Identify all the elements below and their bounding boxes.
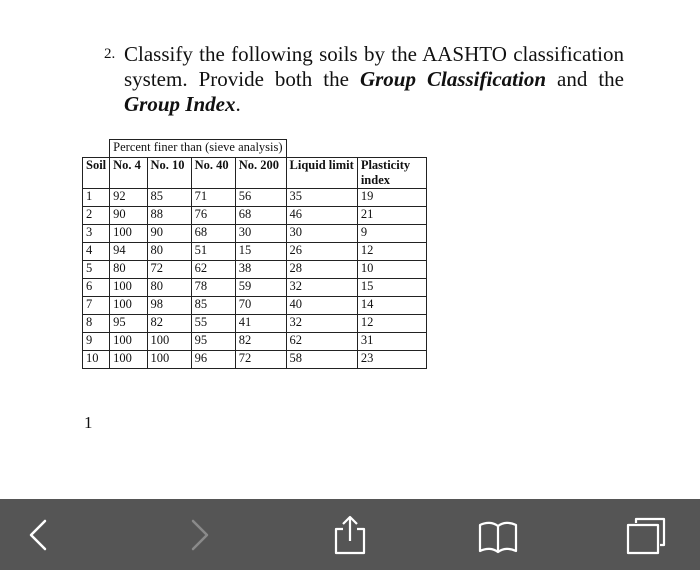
browser-toolbar xyxy=(0,499,700,570)
question-line-1: Classify the following soils by the AASHTO classification xyxy=(124,42,624,66)
col-header-liquid-limit: Liquid limit xyxy=(286,158,357,189)
cell-no10: 80 xyxy=(147,243,191,261)
cell-no10: 100 xyxy=(147,333,191,351)
cell-no40: 96 xyxy=(191,351,235,369)
cell-soil: 5 xyxy=(83,261,110,279)
cell-no200: 41 xyxy=(235,315,286,333)
cell-soil: 9 xyxy=(83,333,110,351)
cell-no200: 82 xyxy=(235,333,286,351)
sieve-analysis-header: Percent finer than (sieve analysis) xyxy=(110,140,286,158)
cell-no40: 51 xyxy=(191,243,235,261)
cell-no40: 85 xyxy=(191,297,235,315)
question-line-2-prefix: system. Provide both the xyxy=(124,67,349,91)
question-text xyxy=(104,42,624,117)
cell-plasticity-index: 14 xyxy=(357,297,426,315)
tabs-icon xyxy=(624,513,668,557)
chevron-left-icon xyxy=(18,513,62,557)
tabs-button[interactable] xyxy=(624,513,668,557)
cell-no4: 100 xyxy=(110,279,147,297)
cell-soil: 7 xyxy=(83,297,110,315)
cell-no10: 80 xyxy=(147,279,191,297)
forward-button[interactable] xyxy=(176,513,220,557)
cell-plasticity-index: 12 xyxy=(357,315,426,333)
question-line-2 xyxy=(124,67,624,92)
cell-liquid-limit: 62 xyxy=(286,333,357,351)
cell-no4: 90 xyxy=(110,207,147,225)
question-line-2-suffix: and the xyxy=(557,67,625,91)
share-icon xyxy=(328,513,372,557)
col-header-soil: Soil xyxy=(83,158,110,189)
cell-plasticity-index: 31 xyxy=(357,333,426,351)
cell-no200: 56 xyxy=(235,189,286,207)
cell-no40: 78 xyxy=(191,279,235,297)
table-row xyxy=(83,297,427,315)
col-header-no200: No. 200 xyxy=(235,158,286,189)
book-icon xyxy=(476,513,520,557)
cell-no4: 100 xyxy=(110,351,147,369)
table-header-row xyxy=(83,158,427,189)
cell-no4: 92 xyxy=(110,189,147,207)
cell-liquid-limit: 46 xyxy=(286,207,357,225)
share-button[interactable] xyxy=(328,513,372,557)
cell-no4: 100 xyxy=(110,297,147,315)
cell-no40: 71 xyxy=(191,189,235,207)
cell-no200: 38 xyxy=(235,261,286,279)
bookmarks-button[interactable] xyxy=(476,513,520,557)
cell-soil: 4 xyxy=(83,243,110,261)
cell-no200: 68 xyxy=(235,207,286,225)
cell-plasticity-index: 21 xyxy=(357,207,426,225)
cell-no200: 72 xyxy=(235,351,286,369)
cell-plasticity-index: 19 xyxy=(357,189,426,207)
cell-plasticity-index: 23 xyxy=(357,351,426,369)
cell-no4: 94 xyxy=(110,243,147,261)
cell-no40: 95 xyxy=(191,333,235,351)
cell-no40: 68 xyxy=(191,225,235,243)
table-row xyxy=(83,261,427,279)
cell-no10: 72 xyxy=(147,261,191,279)
question-line-3 xyxy=(124,92,624,117)
cell-no200: 59 xyxy=(235,279,286,297)
cell-soil: 1 xyxy=(83,189,110,207)
cell-soil: 8 xyxy=(83,315,110,333)
cell-plasticity-index: 15 xyxy=(357,279,426,297)
table-row xyxy=(83,279,427,297)
cell-liquid-limit: 30 xyxy=(286,225,357,243)
table-row xyxy=(83,333,427,351)
question-group-classification: Group Classification xyxy=(359,67,546,91)
cell-plasticity-index: 12 xyxy=(357,243,426,261)
back-button[interactable] xyxy=(18,513,62,557)
cell-soil: 2 xyxy=(83,207,110,225)
chevron-right-icon xyxy=(176,513,220,557)
cell-liquid-limit: 58 xyxy=(286,351,357,369)
table-row xyxy=(83,225,427,243)
cell-no10: 85 xyxy=(147,189,191,207)
cell-liquid-limit: 26 xyxy=(286,243,357,261)
cell-no10: 100 xyxy=(147,351,191,369)
soil-data-table xyxy=(82,139,427,369)
cell-soil: 6 xyxy=(83,279,110,297)
question-line-3-suffix: . xyxy=(235,92,241,116)
table-row xyxy=(83,315,427,333)
page-number: 1 xyxy=(84,413,93,432)
cell-liquid-limit: 40 xyxy=(286,297,357,315)
cell-no4: 100 xyxy=(110,333,147,351)
col-header-plasticity-index: Plasticity index xyxy=(357,158,426,189)
col-header-no10: No. 10 xyxy=(147,158,191,189)
question-number: 2. xyxy=(104,46,116,62)
cell-no200: 30 xyxy=(235,225,286,243)
table-row xyxy=(83,189,427,207)
cell-no10: 98 xyxy=(147,297,191,315)
cell-soil: 10 xyxy=(83,351,110,369)
col-header-no4: No. 4 xyxy=(110,158,147,189)
cell-no40: 55 xyxy=(191,315,235,333)
cell-no200: 15 xyxy=(235,243,286,261)
cell-no4: 80 xyxy=(110,261,147,279)
table-row xyxy=(83,207,427,225)
cell-no10: 90 xyxy=(147,225,191,243)
cell-liquid-limit: 28 xyxy=(286,261,357,279)
cell-no10: 88 xyxy=(147,207,191,225)
cell-no40: 62 xyxy=(191,261,235,279)
cell-liquid-limit: 32 xyxy=(286,315,357,333)
cell-liquid-limit: 35 xyxy=(286,189,357,207)
table-row xyxy=(83,351,427,369)
cell-soil: 3 xyxy=(83,225,110,243)
cell-liquid-limit: 32 xyxy=(286,279,357,297)
cell-no4: 100 xyxy=(110,225,147,243)
cell-plasticity-index: 10 xyxy=(357,261,426,279)
cell-no4: 95 xyxy=(110,315,147,333)
col-header-no40: No. 40 xyxy=(191,158,235,189)
cell-plasticity-index: 9 xyxy=(357,225,426,243)
table-span-header-row xyxy=(83,140,427,158)
question-group-index: Group Index xyxy=(124,92,236,116)
cell-no200: 70 xyxy=(235,297,286,315)
cell-no10: 82 xyxy=(147,315,191,333)
cell-no40: 76 xyxy=(191,207,235,225)
table-row xyxy=(83,243,427,261)
